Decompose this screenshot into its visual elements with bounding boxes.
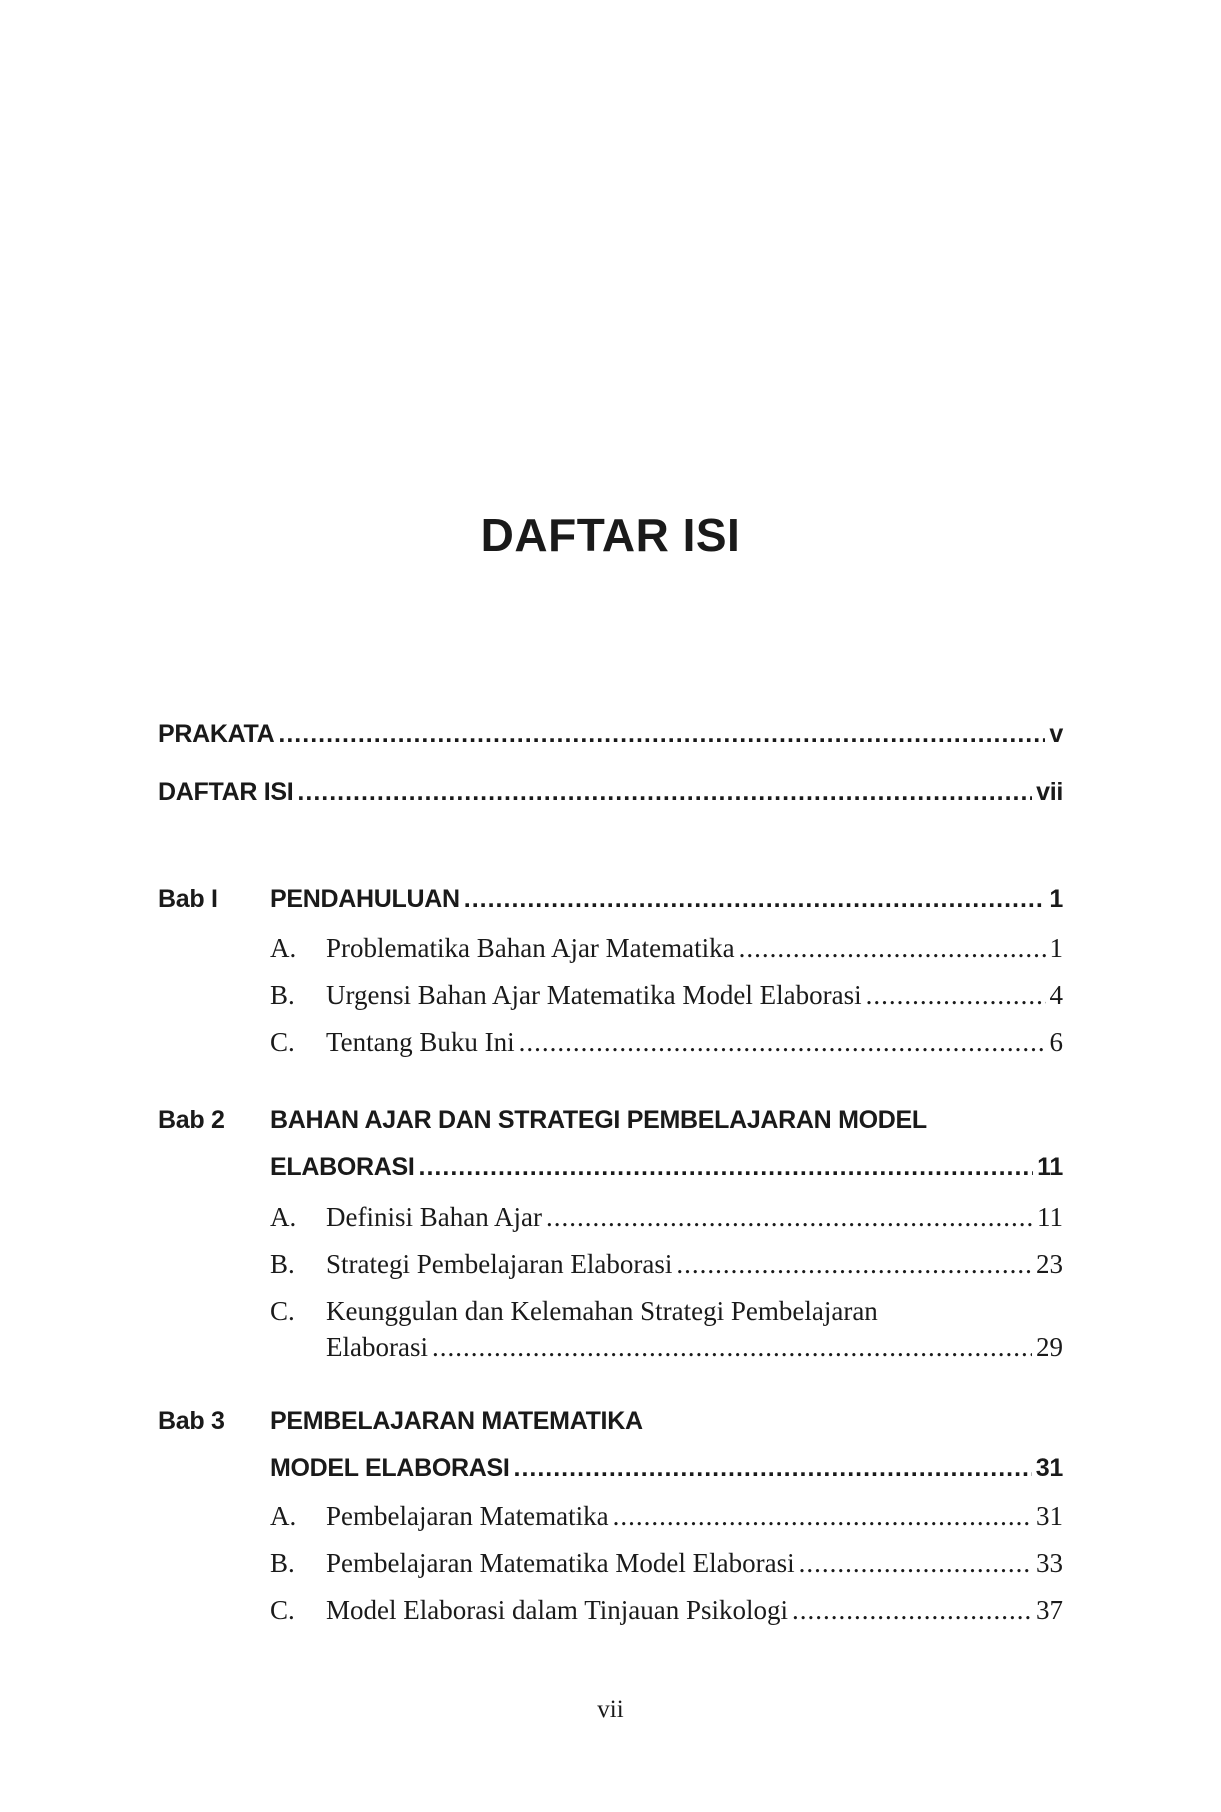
item-letter: A. bbox=[270, 933, 297, 963]
dot-leader bbox=[613, 1501, 1032, 1532]
toc-chapter-3-line-1[interactable] bbox=[158, 1407, 1063, 1454]
toc-item-2b[interactable] bbox=[270, 1249, 1063, 1296]
dot-leader bbox=[676, 1249, 1032, 1280]
item-title: Urgensi Bahan Ajar Matematika Model Elaborasi bbox=[326, 980, 862, 1010]
dot-leader bbox=[799, 1548, 1032, 1579]
page-title: DAFTAR ISI bbox=[480, 509, 741, 561]
dot-leader bbox=[739, 933, 1046, 964]
chapter-title: BAHAN AJAR DAN STRATEGI PEMBELAJARAN MODEL bbox=[270, 1106, 927, 1134]
item-page: 31 bbox=[1036, 1501, 1063, 1531]
item-letter: C. bbox=[270, 1296, 295, 1326]
item-page: 29 bbox=[1036, 1332, 1063, 1362]
dot-leader bbox=[519, 1027, 1046, 1058]
toc-entry-label: PRAKATA bbox=[158, 720, 275, 748]
item-page: 4 bbox=[1049, 980, 1063, 1010]
item-title: Problematika Bahan Ajar Matematika bbox=[326, 933, 735, 963]
table-of-contents bbox=[158, 720, 1063, 1642]
toc-item-2c-line-2[interactable] bbox=[326, 1332, 1063, 1379]
chapter-code: Bab 2 bbox=[158, 1106, 225, 1134]
item-title: Model Elaborasi dalam Tinjauan Psikologi bbox=[326, 1595, 788, 1625]
item-title: Tentang Buku Ini bbox=[326, 1027, 515, 1057]
toc-entry-prakata[interactable] bbox=[158, 720, 1063, 778]
chapter-title: MODEL ELABORASI bbox=[270, 1454, 510, 1482]
toc-item-1b[interactable] bbox=[270, 980, 1063, 1027]
page-number: vii bbox=[597, 1696, 624, 1723]
item-page: 37 bbox=[1036, 1595, 1063, 1625]
item-letter: B. bbox=[270, 980, 295, 1010]
item-letter: A. bbox=[270, 1202, 297, 1232]
toc-entry-page: vii bbox=[1036, 778, 1063, 806]
item-title: Elaborasi bbox=[326, 1332, 428, 1362]
toc-chapter-1[interactable] bbox=[158, 885, 1063, 933]
item-letter: A. bbox=[270, 1501, 297, 1531]
toc-item-2c-line-1[interactable] bbox=[270, 1296, 1063, 1332]
dot-leader bbox=[419, 1153, 1034, 1182]
item-letter: B. bbox=[270, 1249, 295, 1279]
toc-entry-daftar-isi[interactable] bbox=[158, 778, 1063, 838]
item-title: Pembelajaran Matematika Model Elaborasi bbox=[326, 1548, 795, 1578]
item-title: Pembelajaran Matematika bbox=[326, 1501, 609, 1531]
item-letter: B. bbox=[270, 1548, 295, 1578]
toc-item-3a[interactable] bbox=[270, 1501, 1063, 1548]
toc-item-3b[interactable] bbox=[270, 1548, 1063, 1595]
chapter-title: ELABORASI bbox=[270, 1153, 415, 1181]
dot-leader bbox=[546, 1202, 1033, 1233]
dot-leader bbox=[278, 720, 1045, 749]
toc-entry-page: v bbox=[1049, 720, 1063, 748]
toc-entry-label: DAFTAR ISI bbox=[158, 778, 294, 806]
toc-chapter-3-line-2[interactable] bbox=[270, 1454, 1063, 1501]
dot-leader bbox=[432, 1332, 1032, 1363]
chapter-page: 1 bbox=[1049, 885, 1063, 913]
item-letter: C. bbox=[270, 1595, 295, 1625]
item-letter: C. bbox=[270, 1027, 295, 1057]
toc-item-1a[interactable] bbox=[270, 933, 1063, 980]
dot-leader bbox=[464, 885, 1046, 914]
chapter-title: PENDAHULUAN bbox=[270, 885, 460, 913]
dot-leader bbox=[297, 778, 1032, 807]
toc-item-1c[interactable] bbox=[270, 1027, 1063, 1074]
item-title: Definisi Bahan Ajar bbox=[326, 1202, 542, 1232]
item-page: 11 bbox=[1037, 1202, 1063, 1232]
chapter-title: PEMBELAJARAN MATEMATIKA bbox=[270, 1407, 643, 1435]
item-page: 33 bbox=[1036, 1548, 1063, 1578]
item-page: 1 bbox=[1049, 933, 1063, 963]
item-page: 23 bbox=[1036, 1249, 1063, 1279]
chapter-page: 11 bbox=[1037, 1153, 1063, 1181]
dot-leader bbox=[792, 1595, 1032, 1626]
dot-leader bbox=[866, 980, 1046, 1011]
toc-chapter-2-line-2[interactable] bbox=[270, 1153, 1063, 1202]
chapter-code: Bab 3 bbox=[158, 1407, 225, 1435]
item-title: Keunggulan dan Kelemahan Strategi Pembelajaran bbox=[326, 1296, 878, 1326]
item-page: 6 bbox=[1049, 1027, 1063, 1057]
chapter-page: 31 bbox=[1035, 1454, 1063, 1482]
toc-chapter-2-line-1[interactable] bbox=[158, 1106, 1063, 1153]
chapter-code: Bab I bbox=[158, 885, 218, 913]
item-title: Strategi Pembelajaran Elaborasi bbox=[326, 1249, 673, 1279]
toc-item-3c[interactable] bbox=[270, 1595, 1063, 1642]
dot-leader bbox=[514, 1454, 1032, 1483]
toc-item-2a[interactable] bbox=[270, 1202, 1063, 1249]
